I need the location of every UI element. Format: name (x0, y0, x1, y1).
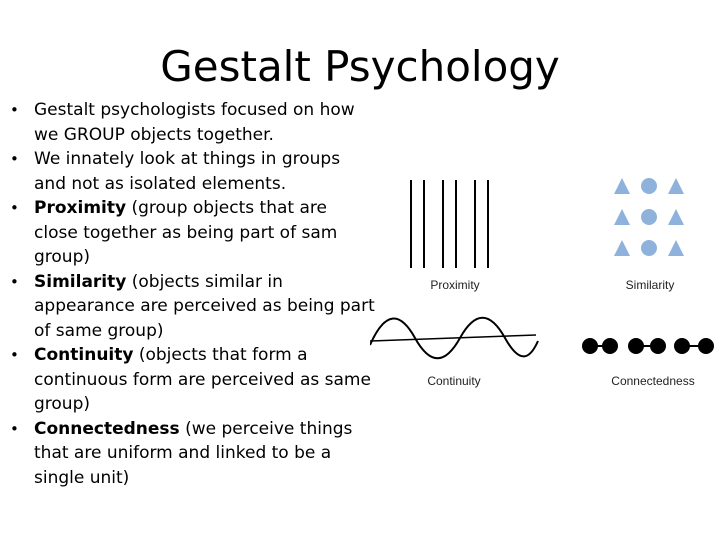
bullet-term: Proximity (34, 198, 127, 218)
bullet-dot: • (10, 419, 19, 438)
bullet-list (10, 98, 375, 490)
bullet-item (10, 343, 375, 417)
bullet-dot: • (10, 346, 19, 364)
continuity-figure (370, 315, 540, 365)
bullet-dot: • (10, 199, 19, 217)
bullet-dot: • (10, 101, 19, 119)
bullet-term: Similarity (34, 271, 127, 292)
bullet-term: Continuity (34, 345, 134, 365)
bullet-text: (objects similar in appearance are perceived as being part of same group) (34, 271, 375, 341)
similarity-label: Similarity (625, 278, 675, 292)
bullet-text: (group objects that are close together as being part of sam group) (34, 198, 338, 267)
bullet-text: (we perceive things that are uniform and linked to be a single unit) (34, 418, 353, 488)
bullet-dot: • (10, 150, 19, 168)
bullet-item (10, 98, 375, 147)
connectedness-label: Connectedness (611, 374, 695, 388)
bullet-text: We innately look at things in groups and not as isolated elements. (34, 149, 341, 194)
continuity-label: Continuity (427, 374, 481, 388)
slide-title: Gestalt Psychology (160, 42, 560, 91)
bullet-text: Gestalt psychologists focused on how we GROUP objects together. (34, 100, 355, 145)
similarity-figure (605, 175, 695, 265)
proximity-figure (405, 178, 505, 270)
bullet-text: (objects that form a continuous form are perceived as same group) (34, 345, 371, 414)
proximity-label: Proximity (430, 278, 480, 292)
bullet-item (10, 196, 375, 270)
bullet-term: Connectedness (34, 418, 180, 439)
bullet-item (10, 147, 375, 196)
bullet-dot: • (10, 272, 19, 291)
connectedness-figure (578, 334, 720, 358)
bullet-item (10, 270, 375, 344)
bullet-item (10, 417, 375, 491)
